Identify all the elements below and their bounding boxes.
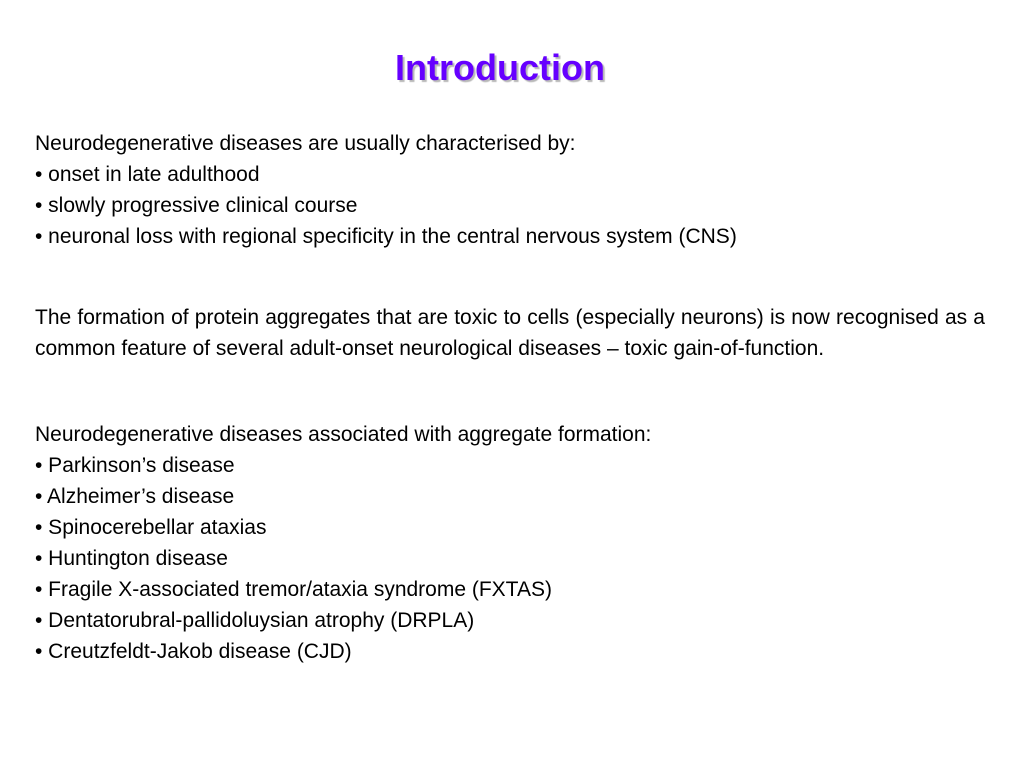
- characteristics-intro: Neurodegenerative diseases are usually characterised by:: [35, 132, 576, 155]
- disease-item: • Alzheimer’s disease: [35, 485, 235, 508]
- diseases-intro: Neurodegenerative diseases associated with aggregate formation:: [35, 423, 652, 446]
- slide-title: Introduction: [395, 47, 605, 88]
- disease-item: • Dentatorubral-pallidoluysian atrophy (DRPLA): [35, 609, 475, 632]
- diseases-section: [35, 419, 985, 667]
- aggregates-section: [35, 302, 985, 364]
- disease-item: • Fragile X-associated tremor/ataxia syndrome (FXTAS): [35, 578, 552, 601]
- characteristic-item: • onset in late adulthood: [35, 163, 260, 186]
- disease-item: • Creutzfeldt-Jakob disease (CJD): [35, 640, 352, 663]
- disease-item: • Parkinson’s disease: [35, 454, 235, 477]
- characteristic-item: • neuronal loss with regional specificity in the central nervous system (CNS): [35, 225, 737, 248]
- characteristic-item: • slowly progressive clinical course: [35, 194, 358, 217]
- disease-item: • Spinocerebellar ataxias: [35, 516, 267, 539]
- disease-item: • Huntington disease: [35, 547, 228, 570]
- characteristics-section: [35, 128, 985, 252]
- aggregates-paragraph: The formation of protein aggregates that are toxic to cells (especially neurons) is now recognised as a common feature of several adult-onset neurological diseases – toxic gain-of-function.: [35, 306, 985, 360]
